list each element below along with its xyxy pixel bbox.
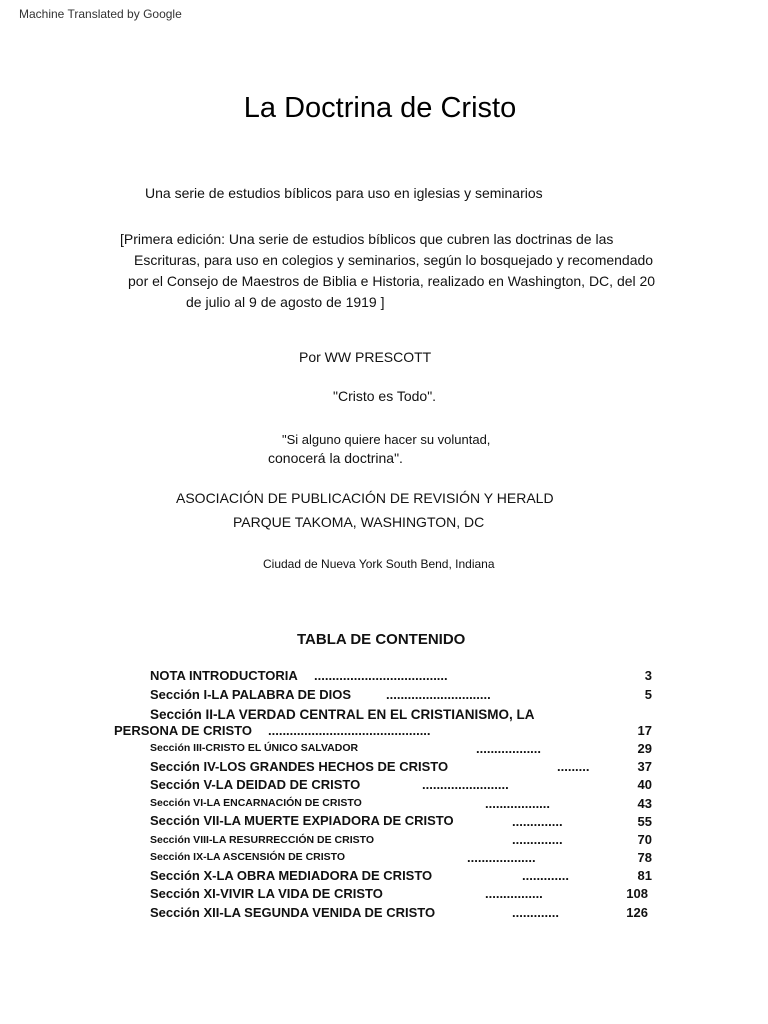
toc-entry-label: Sección III-CRISTO EL ÚNICO SALVADOR — [150, 742, 359, 754]
toc-entry-leader: ..................................... — [314, 668, 448, 683]
toc-entry-page: 5 — [644, 687, 652, 702]
toc-entry-label: Sección IV-LOS GRANDES HECHOS DE CRISTO — [150, 759, 449, 774]
toc-entry-page: 108 — [626, 886, 648, 901]
toc-entry-page: 17 — [637, 723, 652, 738]
toc-entry-leader: ............................. — [386, 687, 491, 702]
author: Por WW PRESCOTT — [299, 349, 432, 365]
edition-note-line-1: [Primera edición: Una serie de estudios bíblicos que cubren las doctrinas de las — [120, 231, 614, 247]
toc-entry-label: NOTA INTRODUCTORIA — [150, 668, 298, 683]
toc-entry-label: Sección II-LA VERDAD CENTRAL EN EL CRISTIANISMO, LA — [150, 707, 535, 722]
toc-entry-page: 3 — [644, 668, 652, 683]
toc-entry-page: 40 — [637, 777, 652, 792]
edition-note-line-3: por el Consejo de Maestros de Biblia e Historia, realizado en Washington, DC, del 20 — [128, 273, 656, 289]
toc-entry-page: 37 — [637, 759, 652, 774]
toc-entry-page: 126 — [626, 905, 648, 920]
toc-entry-page: 43 — [637, 796, 652, 811]
toc-entry-label: Sección X-LA OBRA MEDIADORA DE CRISTO — [150, 868, 433, 883]
toc-entry-label: Sección XII-LA SEGUNDA VENIDA DE CRISTO — [150, 905, 436, 920]
toc-entry-leader: ........................ — [422, 777, 509, 792]
toc-entry-page: 55 — [637, 814, 652, 829]
toc-entry-label: Sección VIII-LA RESURRECCIÓN DE CRISTO — [150, 834, 375, 846]
toc-entry-leader: .................. — [485, 796, 551, 811]
toc-entry-leader: .............. — [512, 814, 563, 829]
toc-entry-label-continued: PERSONA DE CRISTO — [114, 723, 252, 738]
toc-title: TABLA DE CONTENIDO — [297, 631, 466, 648]
toc-entry-label: Sección VII-LA MUERTE EXPIADORA DE CRISTO — [150, 813, 454, 828]
publisher-name: ASOCIACIÓN DE PUBLICACIÓN DE REVISIÓN Y HERALD — [176, 490, 554, 506]
toc-entry-leader: ............. — [512, 905, 559, 920]
toc-entry-label: Sección XI-VIVIR LA VIDA DE CRISTO — [150, 886, 383, 901]
toc-entry-label: Sección IX-LA ASCENSIÓN DE CRISTO — [150, 851, 346, 863]
toc-entry-leader: .................. — [476, 741, 542, 756]
publisher-location: PARQUE TAKOMA, WASHINGTON, DC — [233, 514, 485, 530]
toc-entry-leader: ......... — [557, 759, 590, 774]
toc-entry-leader: .............. — [512, 832, 563, 847]
publication-cities: Ciudad de Nueva York South Bend, Indiana — [263, 557, 495, 571]
toc-entry-page: 81 — [637, 868, 652, 883]
toc-entry-leader: ................... — [467, 850, 536, 865]
toc-entry-label: Sección VI-LA ENCARNACIÓN DE CRISTO — [150, 797, 362, 809]
toc-entry-label: Sección V-LA DEIDAD DE CRISTO — [150, 777, 361, 792]
toc-entry-leader: ............................................. — [268, 723, 431, 738]
toc-entry-page: 70 — [637, 832, 652, 847]
document-subtitle: Una serie de estudios bíblicos para uso en iglesias y seminarios — [145, 185, 543, 201]
toc-entry-leader: ................ — [485, 886, 543, 901]
toc-entry-leader: ............. — [522, 868, 569, 883]
document-title: La Doctrina de Cristo — [243, 92, 517, 124]
edition-note-line-4: de julio al 9 de agosto de 1919 ] — [186, 294, 385, 310]
toc-entry-page: 29 — [637, 741, 652, 756]
toc-entry-page: 78 — [637, 850, 652, 865]
toc-entry-label: Sección I-LA PALABRA DE DIOS — [150, 687, 352, 702]
edition-note-line-2: Escrituras, para uso en colegios y seminarios, según lo bosquejado y recomendado — [134, 252, 654, 268]
epigraph-quote-2-line-1: "Si alguno quiere hacer su voluntad, — [282, 432, 491, 447]
epigraph-quote-2-line-2: conocerá la doctrina". — [268, 450, 403, 466]
machine-translated-notice: Machine Translated by Google — [19, 7, 182, 21]
epigraph-quote-1: "Cristo es Todo". — [333, 388, 437, 404]
